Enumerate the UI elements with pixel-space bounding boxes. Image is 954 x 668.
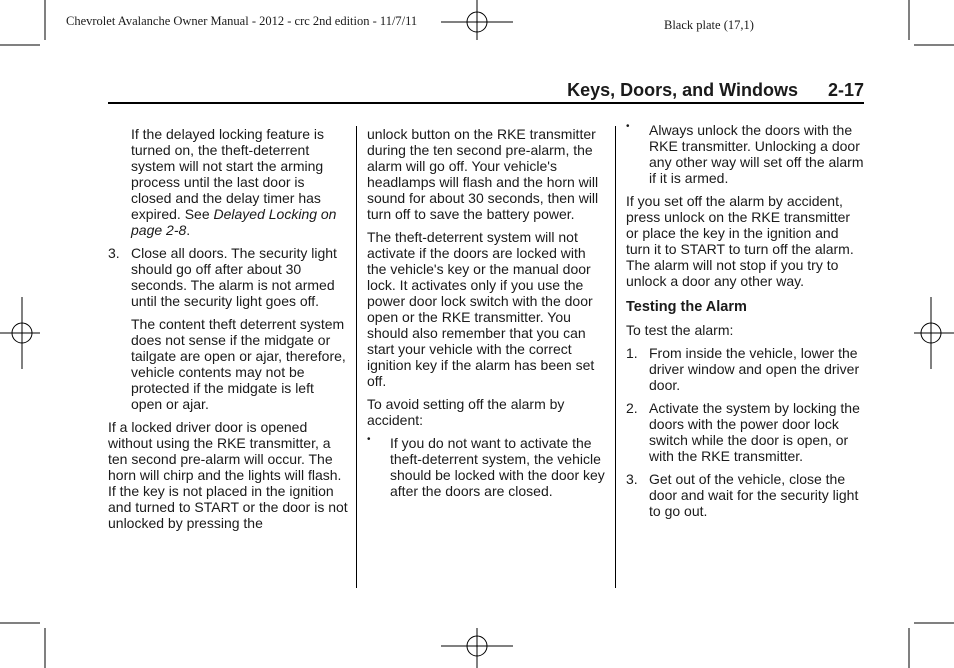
step-text: Activate the system by locking the doors with the power door lock switch while the door is open, or with the RKE transmitter.: [649, 400, 860, 464]
column-divider: [356, 126, 357, 588]
bullet-icon: •: [626, 121, 630, 132]
step-number: 2.: [626, 400, 638, 416]
column-3: [626, 122, 866, 526]
section-heading: Testing the Alarm: [626, 299, 747, 315]
avoid-alarm-intro: To avoid setting off the alarm by accident:: [367, 396, 565, 428]
registration-target-right: [914, 297, 954, 369]
step-text: From inside the vehicle, lower the driver window and open the driver door.: [649, 345, 860, 393]
test-intro: To test the alarm:: [626, 322, 734, 338]
print-meta: Chevrolet Avalanche Owner Manual - 2012 - crc 2nd edition - 11/7/11: [66, 14, 418, 28]
page-number: 2-17: [827, 80, 864, 100]
registration-target-top: [441, 0, 513, 40]
bullet-item: [626, 122, 866, 186]
registration-target-left: [0, 297, 40, 369]
column-divider: [615, 126, 616, 588]
section-title: Keys, Doors, and Windows: [567, 80, 798, 100]
step-number: 3.: [108, 245, 120, 261]
bullet-item: [367, 435, 607, 499]
cross-reference: Delayed Locking on page 2-8: [131, 206, 337, 238]
plate-info: Black plate (17,1): [664, 18, 754, 32]
header-rule: [108, 102, 864, 104]
test-step-3: [626, 471, 866, 519]
column-2: [367, 126, 607, 506]
step-text: Get out of the vehicle, close the door and wait for the security light to go out.: [649, 471, 859, 519]
column-1: [108, 126, 348, 538]
pre-alarm-paragraph: unlock button on the RKE transmitter during the ten second pre-alarm, the alarm will go off. Your vehicle's headlamps will flash and the horn will sound for about 30 seconds, then will turn off to save the battery power.: [367, 126, 599, 222]
bullet-text: If you do not want to activate the theft-deterrent system, the vehicle should be locked with the door key after the doors are closed.: [390, 435, 605, 499]
bullet-text: Always unlock the doors with the RKE transmitter. Unlocking a door any other way will set off the alarm if it is armed.: [649, 122, 864, 186]
not-activate-paragraph: The theft-deterrent system will not activate if the doors are locked with the vehicle's key or the manual door lock. It activates only if you use the power door lock switch with the door open or the RKE transmitter. You should also remember that you can start your vehicle with the correct ignition key if the alarm has been set off.: [367, 229, 595, 389]
test-step-1: [626, 345, 866, 393]
step-number: 3.: [626, 471, 638, 487]
step-number: 1.: [626, 345, 638, 361]
running-header: [567, 80, 864, 101]
delayed-locking-paragraph: If the delayed locking feature is turned on, the theft-deterrent system will not start the arming process until the last door is closed and the delay timer has expired. See Delayed Locking on page 2-8.: [131, 126, 337, 238]
test-step-2: [626, 400, 866, 464]
bullet-icon: •: [367, 434, 371, 445]
step-3-note: The content theft deterrent system does not sense if the midgate or tailgate are open or ajar, therefore, vehicle contents may not be protected if the midgate is left open or ajar.: [131, 316, 346, 412]
step-3: [108, 245, 348, 309]
registration-target-bottom: [441, 628, 513, 668]
locked-door-paragraph: If a locked driver door is opened without using the RKE transmitter, a ten second pre-alarm will occur. The horn will chirp and the lights will flash. If the key is not placed in the ignition and turned to START or the door is not unlocked by pressing the: [108, 419, 348, 531]
step-text: Close all doors. The security light should go off after about 30 seconds. The alarm is not armed until the security light goes off.: [131, 245, 337, 309]
accident-paragraph: If you set off the alarm by accident, press unlock on the RKE transmitter or place the key in the ignition and turn it to START to turn off the alarm. The alarm will not stop if you try to unlock a door any other way.: [626, 193, 854, 289]
